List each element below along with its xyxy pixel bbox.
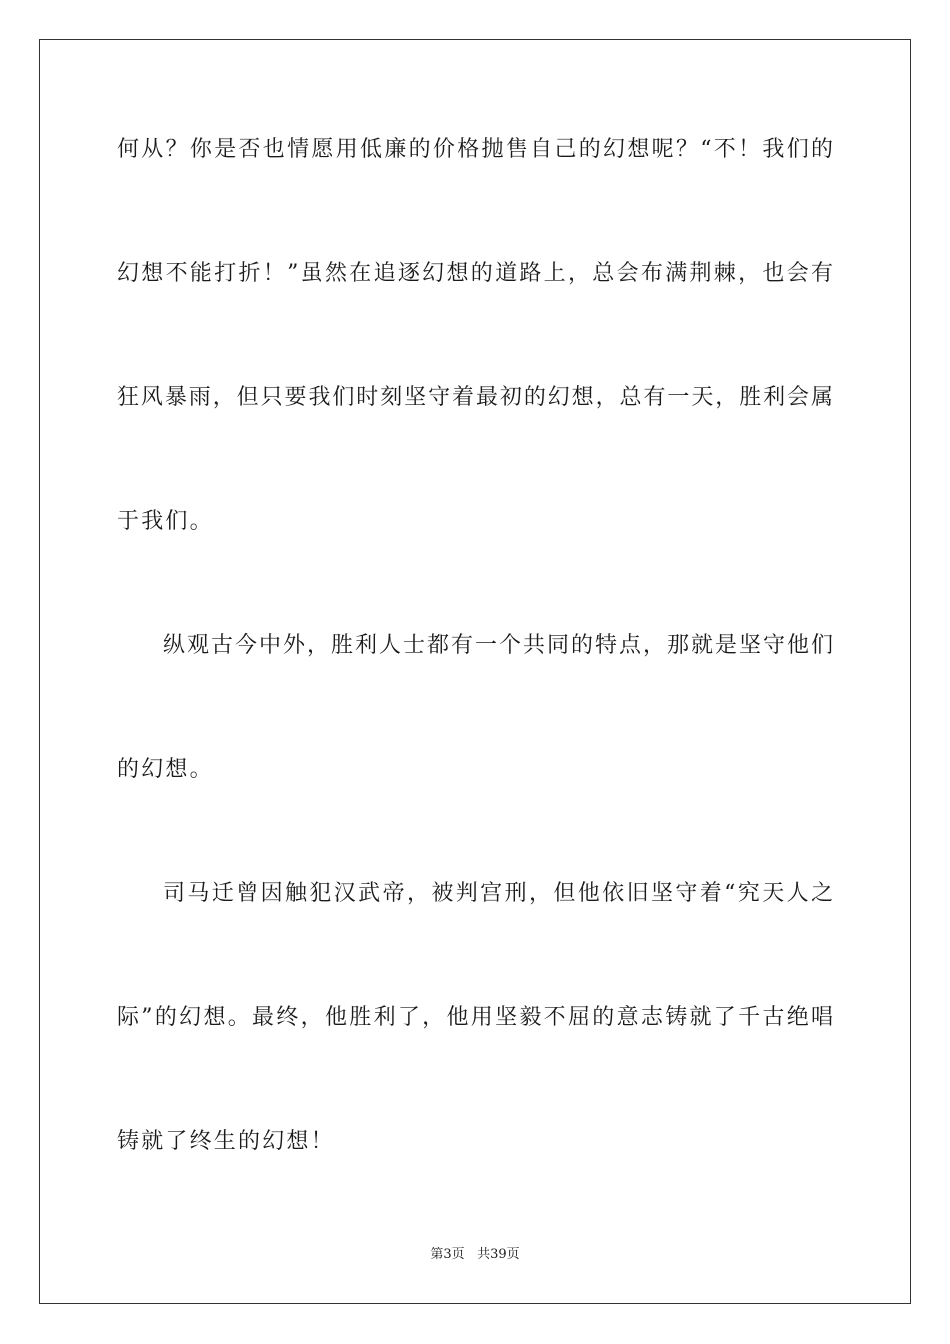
body-line-7: 司马迁曾因触犯汉武帝，被判宫刑，但他依旧坚守着“究天人之 (163, 881, 833, 906)
body-line-1: 何从？你是否也情愿用低廉的价格抛售自己的幻想呢？“不！我们的 (117, 137, 833, 162)
body-line-5: 纵观古今中外，胜利人士都有一个共同的特点，那就是坚守他们 (163, 633, 833, 658)
body-line-6: 的幻想。 (117, 757, 214, 782)
page-total: 共39页 (477, 1247, 520, 1262)
page-number: 第3页 (430, 1247, 465, 1262)
page-footer (0, 1246, 950, 1264)
body-line-2: 幻想不能打折！”虽然在追逐幻想的道路上，总会布满荆棘，也会有 (117, 261, 833, 286)
body-line-4: 于我们。 (117, 509, 214, 534)
body-line-9: 铸就了终生的幻想！ (117, 1129, 335, 1154)
body-line-3: 狂风暴雨，但只要我们时刻坚守着最初的幻想，总有一天，胜利会属 (117, 385, 833, 410)
page-border (39, 39, 911, 1304)
body-line-8: 际”的幻想。最终，他胜利了，他用坚毅不屈的意志铸就了千古绝唱 (117, 1005, 833, 1030)
